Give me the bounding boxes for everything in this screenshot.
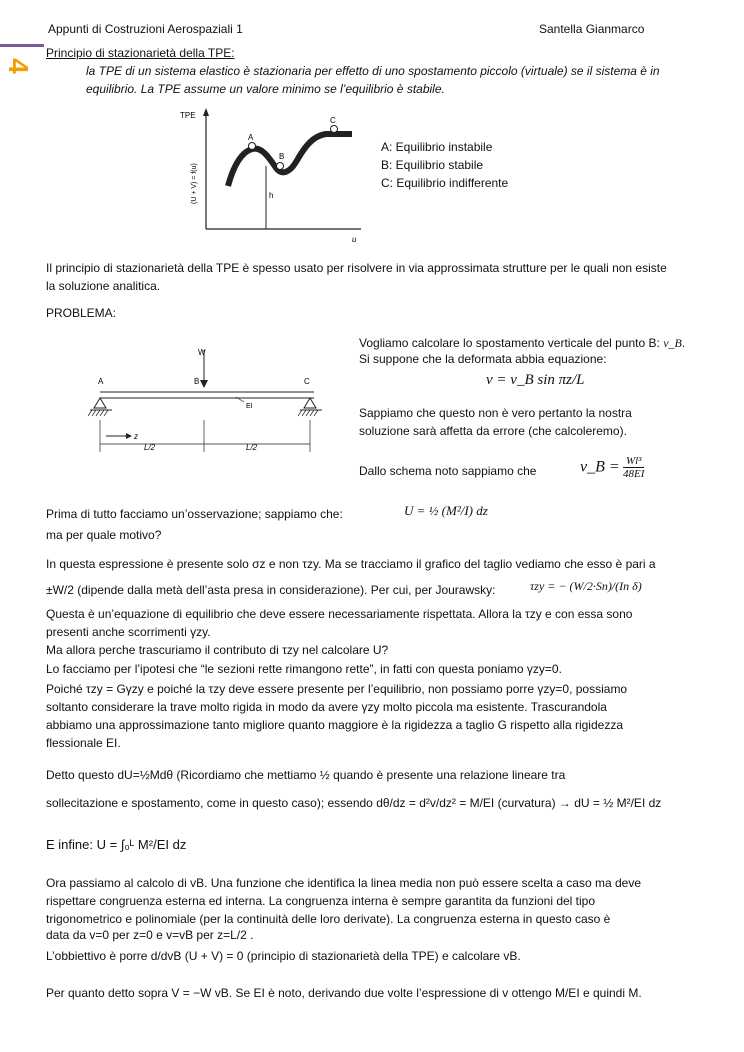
obs-line-1: Prima di tutto facciamo un’osservazione; sappiamo che: (46, 507, 343, 521)
body-line-1: In questa espressione è presente solo σz e non τzy. Ma se tracciamo il grafico del taglio vediamo che esso è pari a (46, 557, 656, 571)
principle-text-1: la TPE di un sistema elastico è stazionaria per effetto di uno spostamento piccolo (virtuale) se il sistema è in (86, 64, 660, 78)
legend-c: C: Equilibrio indifferente (381, 176, 509, 190)
right-line-4: soluzione sarà affetta da errore (che calcoleremo). (359, 424, 627, 438)
body-line-2: ±W/2 (dipende dalla metà dell’asta presa in considerazione). Per cui, per Jourawsky: (46, 583, 496, 597)
legend-a: A: Equilibrio instabile (381, 140, 493, 154)
vb-lhs: v_B = (580, 458, 620, 476)
z-axis-label: z (134, 432, 138, 441)
body-line-17: data da v=0 per z=0 e v=vB per z=L/2 . (46, 928, 254, 942)
body-line-5: Ma allora perche trascuriamo il contributo di τzy nel calcolare U? (46, 643, 389, 657)
point-c: C (330, 116, 336, 125)
obs-line-2: ma per quale motivo? (46, 528, 162, 542)
beam-diagram (86, 340, 336, 460)
support-c: C (304, 377, 310, 386)
legend-b: B: Equilibrio stabile (381, 158, 484, 172)
right-line-1: Vogliamo calcolare lo spostamento verticale del punto B: (359, 336, 660, 350)
ei-label: EI (246, 403, 253, 410)
vb-fraction (623, 455, 644, 480)
body-line-11: Detto questo dU=½Mdθ (Ricordiamo che mettiamo ½ quando è presente una relazione lineare tra (46, 768, 566, 782)
vb-symbol: v_B (663, 336, 682, 350)
right-line-2: Si suppone che la deformata abbia equazione: (359, 352, 607, 366)
energy-equation: U = ½ (M²/I) dz (404, 503, 488, 518)
principle-text-2: equilibrio. La TPE assume un valore minimo se l’equilibrio è stabile. (86, 82, 445, 96)
support-a: A (98, 377, 104, 386)
half-span-1: L/2 (144, 443, 156, 452)
para1-line2: la soluzione analitica. (46, 279, 161, 293)
vb-num: Wl³ (623, 455, 644, 468)
page-number: 4 (2, 58, 34, 74)
right-text-1: Vogliamo calcolare lo spostamento verticale del punto B: v_B. (359, 336, 686, 350)
section-title: Principio di stazionarietà della TPE: (46, 46, 235, 60)
body-line-14: Ora passiamo al calcolo di vB. Una funzione che identifica la linea media non può essere scelta a caso ma deve (46, 876, 642, 890)
w-label: W (198, 348, 206, 357)
point-a: A (248, 133, 254, 142)
integral-equation: E infine: U = ∫₀ᴸ M²/EI dz (46, 837, 187, 852)
body-line-12: sollecitazione e spostamento, come in questo caso); essendo dθ/dz = d²v/dz² = M/EI (curvatura) → dU = ½ M²/EI dz (46, 796, 662, 810)
body-line-7: Poiché τzy = Gγzy e poiché la τzy deve essere presente per l’equilibrio, non possiamo porre γzy=0, possiamo (46, 682, 628, 696)
u-label: u (352, 235, 357, 244)
tpe-legend (381, 138, 508, 192)
vb-equation (580, 455, 644, 480)
problema-heading: PROBLEMA: (46, 306, 117, 320)
point-b-beam: B (194, 377, 200, 386)
tpe-yaxis-label: (U + V) = f(u) (191, 163, 198, 204)
deformation-equation: v = v_B sin πz/L (486, 372, 585, 388)
header-author: Santella Gianmarco (539, 22, 645, 36)
right-line-5: Dallo schema noto sappiamo che (359, 464, 537, 478)
jourawsky-equation: τzy = − (W/2·Sn)/(In δ) (530, 579, 642, 593)
body-line-6: Lo facciamo per l’ipotesi che “le sezioni rette rimangono rette”, in fatti con questa poniamo γzy=0. (46, 662, 562, 676)
half-span-2: L/2 (246, 443, 258, 452)
header-title: Appunti di Costruzioni Aerospaziali 1 (48, 22, 243, 36)
h-label: h (269, 191, 274, 200)
tpe-label: TPE (180, 111, 196, 120)
body-line-4: presenti anche scorrimenti γzy. (46, 625, 211, 639)
vb-den: 48EI (623, 468, 645, 480)
body-line-15: rispettare congruenza esterna ed interna. La congruenza interna è sempre garantita da funzioni del tipo (46, 894, 596, 908)
body-line-8: soltanto considerare la trave molto rigida in modo da avere γzy molto piccola ma esistente. Trascurandola (46, 700, 607, 714)
point-b: B (279, 152, 285, 161)
body-line-10: flessionale EI. (46, 736, 121, 750)
body-line-16: trigonometrico e polinomiale (per la continuità delle loro derivate). La congruenza esterna in questo caso è (46, 912, 611, 926)
page-number-bar (0, 44, 44, 47)
body-line-19: Per quanto detto sopra V = −W vB. Se EI è noto, derivando due volte l’espressione di v ottengo M/EI e quindi M. (46, 986, 642, 1000)
tpe-graph (176, 104, 366, 244)
para1-line1: Il principio di stazionarietà della TPE è spesso usato per risolvere in via approssimata strutture per le quali non esiste (46, 261, 667, 275)
body-line-9: abbiamo una approssimazione tanto migliore quanto maggiore è la rigidezza a taglio G rispetto alla rigidezza (46, 718, 623, 732)
body-line-3: Questa è un’equazione di equilibrio che deve essere necessariamente rispettata. Allora la τzy e con essa sono (46, 607, 633, 621)
right-line-3: Sappiamo che questo non è vero pertanto la nostra (359, 406, 632, 420)
body-line-18: L’obbiettivo è porre d/dvB (U + V) = 0 (principio di stazionarietà della TPE) e calcolare vB. (46, 949, 521, 963)
